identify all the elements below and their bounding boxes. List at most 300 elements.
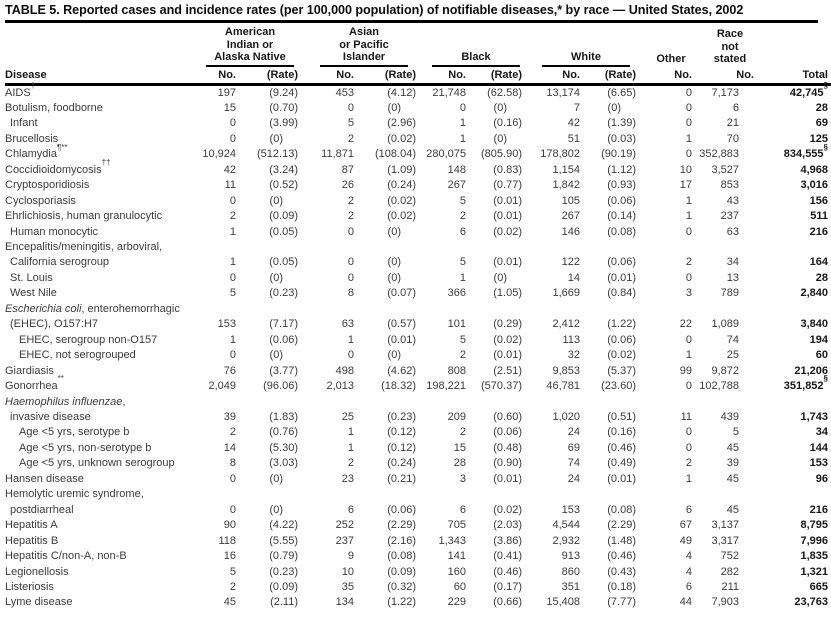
rate-cell: (0.41) [493,550,522,563]
count-cell: 1 [347,333,354,346]
count-cell: 0 [347,271,354,284]
table-row [5,317,831,332]
count-cell: 6 [459,503,466,516]
count-cell: 113 [562,333,580,346]
rate-cell: 853 [720,179,739,192]
count-cell: 2 [347,457,354,470]
rate-cell: 43 [726,194,739,207]
disease-label: Hepatitis A [5,519,58,532]
table-row [5,348,831,363]
rate-cell: (96.06) [263,380,298,393]
col-group-white [529,23,643,67]
count-cell: 39 [223,411,236,424]
rate-cell: (0) [269,194,283,207]
total-cell: 23,763 [794,596,828,609]
disease-label: Encepalitis/meningitis, arboviral, [5,241,163,254]
total-cell: 1,743 [800,411,828,424]
table-row [5,364,831,379]
table-body [5,80,831,611]
col-group-american-indian-alaska-native [195,23,305,67]
count-cell: 0 [685,117,692,130]
disease-label: EHEC, serogroup non-O157 [19,333,158,346]
table-title: TABLE 5. Reported cases and incidence rates (per 100,000 population) of notifiable diseases,* by race — United States, 2002 [5,3,818,23]
disease-label: Brucellosis [5,132,59,145]
rate-cell: (1.09) [387,163,416,176]
rate-cell: (0.49) [607,457,636,470]
count-cell: 1 [685,349,692,362]
rate-cell: (0.84) [607,287,636,300]
count-cell [643,302,699,317]
col-group-race-not-stated [699,23,761,67]
count-cell: 7 [573,101,580,114]
rate-cell: (0.90) [493,457,522,470]
rate-cell: (0.02) [387,132,416,145]
rate-cell: (0.06) [387,503,416,516]
rate-cell: (0.17) [493,581,522,593]
count-cell: 146 [561,225,580,238]
rate-cell: 1,089 [711,318,739,331]
count-cell: 101 [447,318,466,331]
count-cell: 153 [217,318,236,331]
count-cell: 178,802 [540,148,580,161]
group-label-line: Other [656,53,686,65]
rate-cell: (3.03) [269,457,298,470]
rate-cell: (0.14) [607,210,636,223]
disease-label: (EHEC), O157:H7 [10,318,99,331]
total-cell: 156 [809,194,828,207]
table-row [5,333,831,348]
count-cell: 118 [218,534,236,547]
rate-cell: (0.18) [607,581,636,593]
count-cell: 148 [447,163,466,176]
table-row [5,379,831,394]
rate-cell [473,487,529,502]
disease-label: Giardiasis [5,364,54,377]
rate-cell: 3,317 [711,534,739,547]
rate-cell: (0.93) [607,179,636,192]
count-cell [195,395,243,410]
table-row [5,84,831,101]
group-label [432,51,520,67]
rate-cell: 439 [720,411,739,424]
rate-cell: 9,872 [711,364,739,377]
count-cell: 13,174 [546,86,580,99]
rate-cell: 63 [726,225,739,238]
table-row [5,101,831,116]
count-cell: 160 [447,565,466,578]
count-cell: 74 [567,457,580,470]
rate-cell: (0.24) [387,179,416,192]
rate-cell: (0.01) [493,472,522,485]
rate-cell: (0) [269,349,283,362]
total-cell: 7,996 [800,534,828,547]
count-cell [423,395,473,410]
disease-label: Cyclosporiasis [5,194,76,207]
count-cell [643,395,699,410]
disease-label: Coccidioidomycosis†† [5,158,111,176]
disease-label: Hemolytic uremic syndrome, [5,488,144,501]
header-spacer [5,23,195,67]
count-cell: 8 [347,287,354,300]
table-row [5,286,831,301]
table-row [5,472,831,487]
count-cell: 1 [459,117,466,130]
total-cell: 96 [815,472,828,485]
table-row [5,595,831,610]
count-cell [423,487,473,502]
table-row [5,487,831,502]
rate-cell: (0.02) [493,333,522,346]
count-cell: 2 [229,426,236,439]
rate-cell: (0) [387,349,401,362]
count-cell: 3 [685,287,692,300]
count-cell: 11 [224,179,236,192]
rate-cell: (0.24) [387,457,416,470]
rate-cell: (3.86) [493,534,522,547]
count-cell: 453 [335,86,354,99]
count-cell: 1,842 [552,179,580,192]
rate-cell: (5.37) [607,364,636,377]
count-cell: 0 [347,101,354,114]
count-cell: 49 [679,534,692,547]
count-cell: 0 [347,349,354,362]
disease-label: postdiarrheal [10,503,74,516]
rate-cell: (0.05) [269,225,298,238]
rate-cell: (62.58) [487,86,522,99]
count-cell: 498 [335,364,354,377]
rate-cell: 282 [720,565,739,578]
total-cell: 21,206 [794,364,828,377]
rate-cell: 70 [726,132,739,145]
rate-cell: (0.46) [607,441,636,454]
count-cell: 1 [347,426,354,439]
total-cell: 34 [815,426,828,439]
count-cell: 17 [679,179,692,192]
rate-cell: (2.03) [493,519,522,532]
table-row [5,395,831,410]
rate-cell: (0.23) [387,411,416,424]
rate-cell: 45 [726,472,739,485]
col-no-black: No. [423,67,473,85]
count-cell: 351 [561,581,580,593]
rate-cell [699,395,761,410]
col-group-asian-pacific-islander [305,23,423,67]
rate-cell: (0.43) [607,565,636,578]
rate-cell: (5.55) [269,534,298,547]
count-cell: 913 [561,550,580,563]
rate-cell [361,240,423,255]
count-cell: 0 [685,441,692,454]
rate-cell: (2.11) [270,596,298,609]
table-row [5,565,831,580]
rate-cell: (0.46) [607,550,636,563]
count-cell: 2 [459,210,466,223]
rate-cell: 3,527 [711,163,739,176]
count-cell [529,395,587,410]
total-cell: 1,835 [800,550,828,563]
rate-cell: (2.51) [493,364,522,377]
total-cell [761,487,831,502]
count-cell: 1 [685,210,692,223]
count-cell: 2,013 [326,380,354,393]
disease-label: Hepatitis C/non-A, non-B [5,550,127,563]
rate-cell: (0.23) [269,565,298,578]
count-cell: 197 [217,86,236,99]
rate-cell: (0) [607,101,621,114]
disease-label: Lyme disease [5,596,73,609]
rate-cell: (0.12) [387,441,416,454]
rate-cell [587,240,643,255]
table-row [5,147,831,162]
count-cell [423,240,473,255]
rate-cell: (0) [269,503,283,516]
count-cell: 28 [453,457,466,470]
count-cell: 252 [335,519,354,532]
group-label-line: or Pacific [339,38,389,51]
total-cell: 125 [809,132,828,145]
count-cell [305,302,361,317]
disease-label: Ehrlichiosis, human granulocytic [5,210,163,223]
count-cell: 2 [685,457,692,470]
rate-cell [473,302,529,317]
rate-cell: (7.77) [607,596,636,609]
rate-cell: (6.65) [607,86,636,99]
rate-cell: (805.90) [481,148,522,161]
count-cell: 99 [679,364,692,377]
table-row [5,194,831,209]
col-rate-api: (Rate) [361,67,423,85]
total-cell: 8,795 [800,519,828,532]
disease-label: Gonorrhea** [5,374,64,393]
count-cell: 2 [229,581,236,593]
count-cell: 1 [229,225,236,238]
group-label-line: Black [461,51,491,63]
table-row [5,580,831,595]
rate-cell: (0.06) [607,256,636,269]
col-group-other [643,23,699,67]
count-cell: 67 [679,519,692,532]
table-row [5,534,831,549]
rate-cell: (0.32) [387,581,416,593]
count-cell: 2 [229,210,236,223]
count-cell: 105 [561,194,580,207]
header-spacer [761,23,831,67]
count-cell: 51 [567,132,580,145]
rate-cell: (18.32) [381,380,416,393]
total-cell: 1,321 [800,565,828,578]
rate-cell: 45 [726,503,739,516]
count-cell: 122 [561,256,580,269]
rate-cell [473,395,529,410]
rate-cell: (0.51) [607,411,636,424]
group-label [206,26,294,67]
count-cell: 24 [567,426,580,439]
count-cell [305,240,361,255]
rate-cell: (0.01) [493,349,522,362]
rate-cell: (0.16) [493,117,522,130]
group-label-line: Alaska Native [214,51,286,63]
count-cell: 14 [567,271,580,284]
rate-cell: 237 [720,210,739,223]
count-cell [423,302,473,317]
rate-cell: 7,903 [711,596,739,609]
table-row [5,209,831,224]
count-cell: 1 [685,132,692,145]
count-cell [643,487,699,502]
total-cell [761,240,831,255]
col-rate-black: (Rate) [473,67,529,85]
disease-label: Listeriosis [5,581,54,593]
count-cell: 0 [685,148,692,161]
total-cell: 351,852§ [783,374,828,393]
count-cell: 1,343 [438,534,466,547]
notifiable-diseases-table [5,23,831,611]
count-cell: 1 [459,132,466,145]
col-no-api: No. [305,67,361,85]
disease-label: invasive disease [10,411,91,424]
count-cell: 4,544 [552,519,580,532]
rate-cell: (0.06) [493,426,522,439]
rate-cell: (0.60) [493,411,522,424]
rate-cell [361,487,423,502]
rate-cell [243,395,305,410]
rate-cell: (2.29) [387,519,416,532]
disease-label: Hepatitis B [5,534,59,547]
count-cell: 14 [223,441,236,454]
rate-cell: (1.39) [607,117,636,130]
count-cell [195,302,243,317]
count-cell: 87 [341,163,354,176]
total-cell: 834,555§ [783,142,828,161]
table-row [5,255,831,270]
col-group-black [423,23,529,67]
count-cell [529,302,587,317]
count-cell: 23 [341,472,354,485]
rate-cell: 6 [732,101,739,114]
table-row [5,410,831,425]
count-cell: 5 [229,565,236,578]
count-cell: 0 [685,101,692,114]
count-cell: 44 [679,596,692,609]
rate-cell [473,240,529,255]
count-cell: 5 [347,117,354,130]
col-rate-aian: (Rate) [243,67,305,85]
count-cell: 0 [685,271,692,284]
rate-cell: (0.52) [269,179,298,192]
rate-cell: (1.05) [493,287,522,300]
count-cell: 11,871 [321,148,354,161]
table-row [5,240,831,255]
count-cell: 1 [229,333,236,346]
count-cell: 35 [341,581,354,593]
count-cell: 10 [341,565,354,578]
table-row [5,503,831,518]
rate-cell: (2.16) [387,534,416,547]
rate-cell: (0.02) [607,349,636,362]
count-cell [305,487,361,502]
group-header-row [5,23,831,67]
rate-cell: (3.77) [269,364,298,377]
count-cell: 42 [223,163,236,176]
count-cell: 2,932 [552,534,580,547]
table-row [5,225,831,240]
group-label-line: Race [716,28,744,40]
total-cell: 144 [809,441,828,454]
rate-cell: (4.62) [387,364,416,377]
rate-cell: (0.01) [387,333,416,346]
count-cell: 15 [223,101,236,114]
count-cell: 32 [567,349,580,362]
rate-cell: (0) [269,472,283,485]
rate-cell: (0.09) [269,581,298,593]
rate-cell: (0.02) [493,225,522,238]
disease-label: Age <5 yrs, unknown serogroup [19,457,175,470]
count-cell: 2,412 [552,318,580,331]
count-cell: 15,408 [546,596,580,609]
count-cell [195,240,243,255]
count-cell: 134 [335,596,354,609]
rate-cell: (1.22) [387,596,416,609]
total-cell: 665 [809,581,828,593]
count-cell: 5 [459,194,466,207]
rate-cell: (7.17) [269,318,298,331]
disease-label: Age <5 yrs, serotype b [19,426,130,439]
total-cell: 164 [809,256,828,269]
rate-cell: (0.57) [387,318,416,331]
rate-cell [587,302,643,317]
rate-cell: 5 [732,426,739,439]
rate-cell: (0.83) [493,163,522,176]
count-cell: 0 [229,472,236,485]
count-cell: 2 [347,194,354,207]
count-cell: 808 [447,364,466,377]
disease-label: California serogroup [10,256,110,269]
rate-cell [361,302,423,317]
group-label [542,51,630,67]
count-cell: 10 [679,163,692,176]
count-cell: 209 [447,411,466,424]
count-cell: 705 [447,519,466,532]
rate-cell: 7,173 [711,86,739,99]
rate-cell: (0.01) [493,256,522,269]
rate-cell: (512.13) [257,148,298,161]
rate-cell: (0.07) [387,287,416,300]
rate-cell: 74 [726,333,739,346]
rate-cell: (0.09) [387,565,416,578]
rate-cell: (570.37) [481,380,522,393]
count-cell: 2 [347,132,354,145]
table-row [5,441,831,456]
rate-cell: (0) [387,101,401,114]
rate-cell: (23.60) [601,380,636,393]
disease-label: Haemophilus influenzae, [5,395,126,408]
rate-cell: (0.02) [493,503,522,516]
count-cell: 0 [347,256,354,269]
rate-cell: (0.08) [607,503,636,516]
count-cell: 0 [229,349,236,362]
disease-label: EHEC, not serogrouped [19,349,136,362]
rate-cell [243,487,305,502]
group-label-line: not [721,40,739,53]
rate-cell [243,302,305,317]
table-row [5,163,831,178]
rate-cell: (3.24) [269,163,298,176]
rate-cell: 3,137 [711,519,739,532]
count-cell: 0 [685,426,692,439]
table-row [5,116,831,131]
group-label-line: stated [713,53,747,65]
count-cell: 0 [229,503,236,516]
